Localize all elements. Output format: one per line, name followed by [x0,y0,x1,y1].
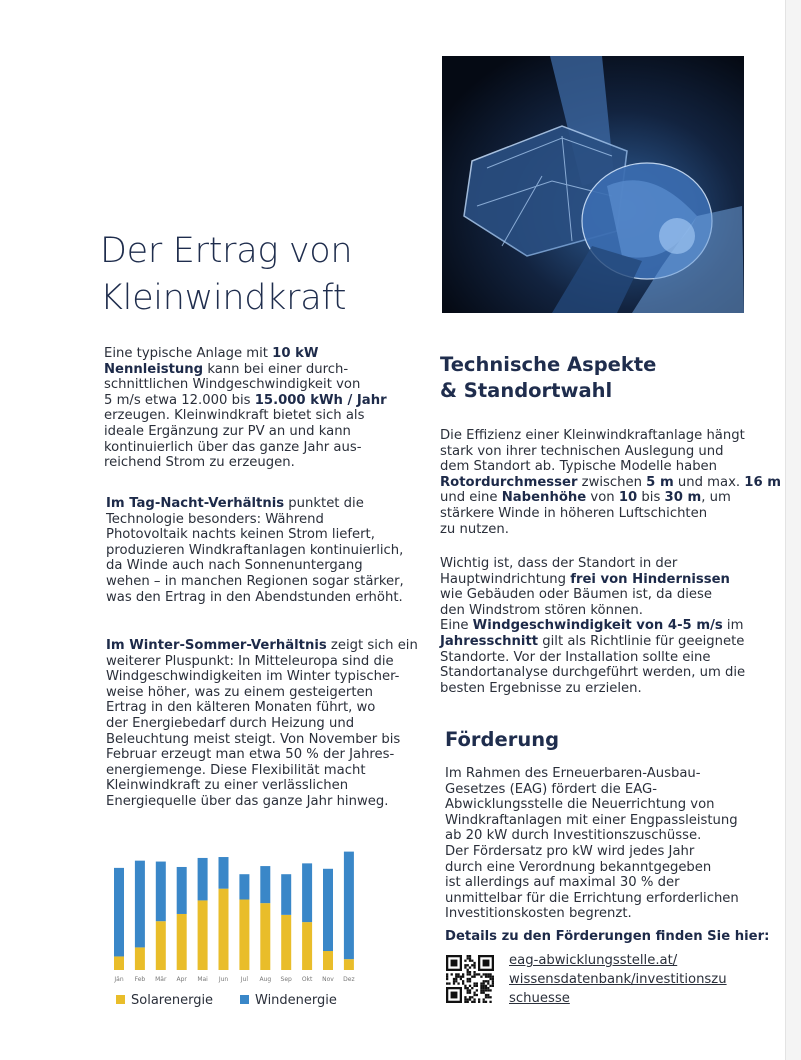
x-tick-label: Jul [240,976,249,983]
x-tick-label: Dez [343,976,355,983]
qr-code-icon[interactable] [446,955,494,1003]
bar-wind-12 [344,852,354,960]
bar-wind-6 [219,857,229,889]
x-tick-label: Aug [259,976,272,983]
bar-solar-10 [302,922,312,970]
bar-solar-8 [260,903,270,970]
legend-label-solar: Solarenergie [131,993,214,1008]
bar-wind-5 [198,858,208,900]
bar-solar-4 [177,914,187,970]
details-label: Details zu den Förderungen finden Sie hier: [445,929,770,944]
winter-summer-paragraph: Im Winter-Sommer-Verhältnis zeigt sich ein weiterer Pluspunkt: In Mitteleuropa sind die Windgeschwindigkeiten im Winter typischer- weise höher, was zu einem gesteigerten Ertrag in den kälteren Monaten führt, wo der Energiebedarf durch Heizung und Beleuchtung meist steigt. Von November bis Februar erzeugt man etwa 50 % der Jahres- energiemenge. Diese Flexibilität macht Kleinwindkraft zu einer verlässlichen Energiequelle über das ganze Jahr hinweg. [106,638,418,809]
legend-swatch-solar [116,995,125,1004]
foerderung-heading: Förderung [445,728,560,751]
x-tick-label: Mai [197,976,208,983]
bar-wind-10 [302,863,312,922]
page-title [100,228,400,322]
title-line-1: Der Ertrag von [100,231,353,271]
wind-turbine-photo [442,56,744,313]
tech-paragraph-2: Wichtig ist, dass der Standort in der Hauptwindrichtung frei von Hindernissen wie Gebäuden oder Bäumen ist, da diese den Windstrom stören können. Eine Windgeschwindigkeit von 4-5 m/s im Jahresschnitt gilt als Richtlinie für geeignete Standorte. Vor der Installation sollte eine Standortanalyse durchgeführt werden, um die besten Ergebnisse zu erzielen. [440,556,746,696]
x-tick-label: Sep [280,976,292,983]
intro-paragraph: Eine typische Anlage mit 10 kW Nennleistung kann bei einer durch- schnittlichen Windgeschwindigkeit von 5 m/s etwa 12.000 bis 15.000 kWh / Jahr erzeugen. Kleinwindkraft bietet sich als ideale Ergänzung zur PV an und kann kontinuierlich über das ganze Jahr aus- reichend Strom zu erzeugen. [104,346,387,471]
x-tick-label: Feb [134,976,146,983]
bar-wind-11 [323,869,333,951]
bar-solar-12 [344,959,354,970]
x-tick-label: Jun [218,976,229,983]
foerderung-paragraph: Im Rahmen des Erneuerbaren-Ausbau- Gesetzes (EAG) fördert die EAG- Abwicklungsstelle die Neuerrichtung von Windkraftanlagen mit einer Engpassleistung ab 20 kW durch Investitionszuschüsse. Der Fördersatz pro kW wird jedes Jahr durch eine Verordnung bekanntgegeben ist allerdings auf maximal 30 % der unmittelbar für die Errichtung erforderlichen Investitionskosten begrenzt. [445,766,739,922]
x-tick-label: Nov [322,976,334,983]
bar-wind-2 [135,861,145,948]
tech-paragraph-1: Die Effizienz einer Kleinwindkraftanlage hängt stark von ihrer technischen Auslegung und dem Standort ab. Typische Modelle haben Rotordurchmesser zwischen 5 m und max. 16 m und eine Nabenhöhe von 10 bis 30 m, um stärkere Winde in höheren Luftschichten zu nutzen. [440,428,781,537]
legend-label-wind: Windenergie [255,993,337,1008]
bar-wind-7 [239,874,249,899]
bar-solar-6 [219,889,229,970]
tech-heading: Technische Aspekte & Standortwahl [440,353,657,402]
bar-solar-9 [281,915,291,970]
bar-solar-1 [114,956,124,970]
legend-swatch-wind [240,995,249,1004]
x-tick-label: Mär [155,976,167,983]
funding-link[interactable]: eag-abwicklungsstelle.at/ wissensdatenbank/investitionszu schuesse [509,953,727,1006]
bar-solar-5 [198,900,208,970]
energy-bar-chart [108,838,388,1018]
x-tick-label: Apr [176,976,187,983]
bar-wind-9 [281,874,291,915]
bar-solar-3 [156,921,166,970]
bar-solar-7 [239,900,249,970]
x-tick-label: Jän [114,976,124,983]
bar-wind-4 [177,867,187,914]
bar-wind-1 [114,868,124,957]
x-tick-label: Okt [301,976,313,983]
bar-wind-8 [260,866,270,903]
bar-solar-2 [135,947,145,970]
bar-wind-3 [156,862,166,922]
bar-solar-11 [323,951,333,970]
day-night-paragraph: Im Tag-Nacht-Verhältnis punktet die Technologie besonders: Während Photovoltaik nachts keinen Strom liefert, produzieren Windkraftanlagen kontinuierlich, da Winde auch nach Sonnenuntergang wehen – in manchen Regionen sogar stärker, was den Ertrag in den Abendstunden erhöht. [106,496,404,605]
title-line-2: Kleinwindkraft [100,278,347,318]
